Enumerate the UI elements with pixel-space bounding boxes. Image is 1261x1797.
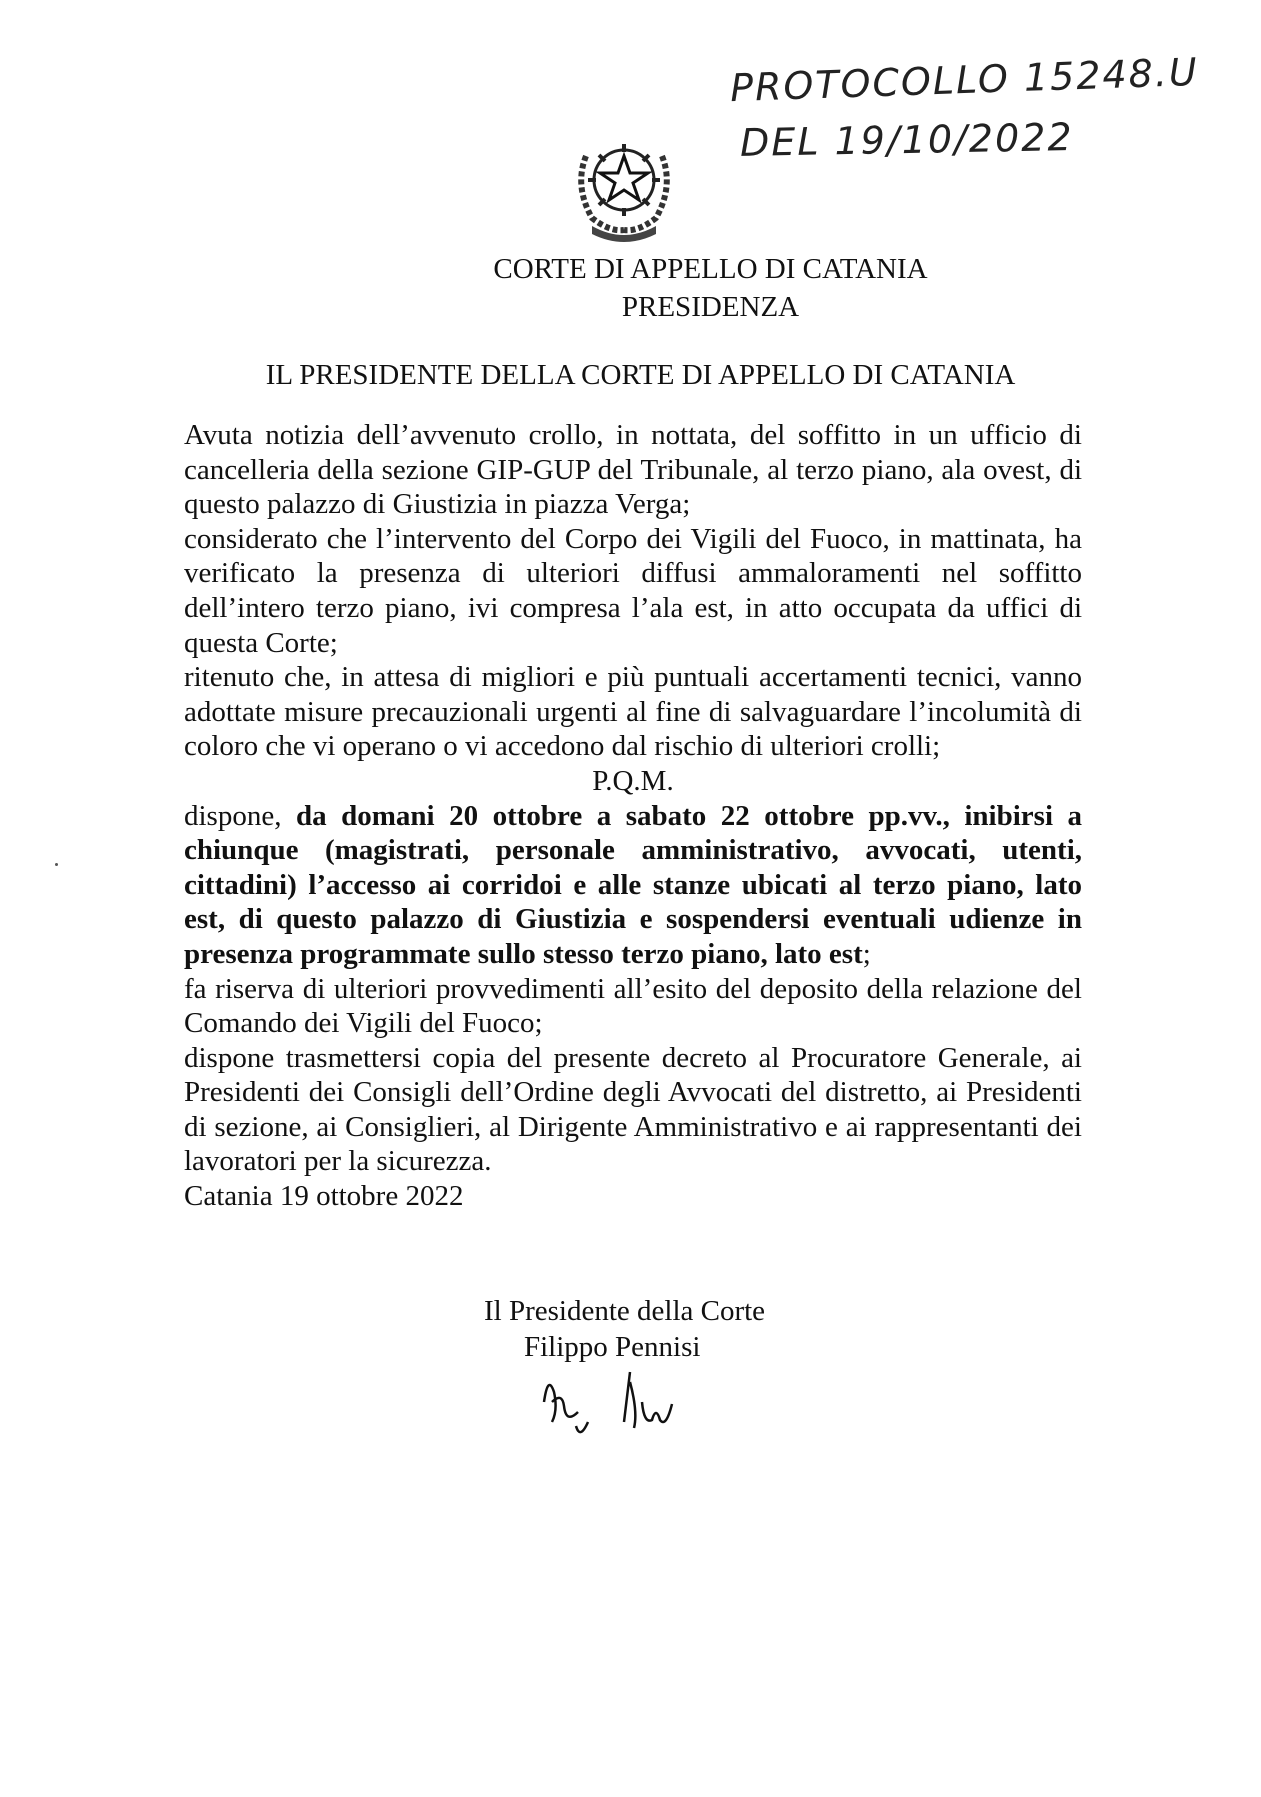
order-bold: da domani 20 ottobre a sabato 22 ottobre pp.vv., inibirsi a chiunque (magistrati, personale amministrativo, avvocati, utenti, cittadini) l’accesso ai corridoi e alle stanze ubicati al terzo piano, lato est, di questo palazzo di Giustizia e sospendersi eventuali udienze in presenza programmate sullo stesso terzo piano, lato est (184, 799, 1082, 970)
signer-title: Il Presidente della Corte (484, 1295, 766, 1327)
scan-speck (55, 863, 58, 866)
office-name: PRESIDENZA (621, 291, 800, 323)
signer-name: Filippo Pennisi (524, 1331, 701, 1363)
court-name: CORTE DI APPELLO DI CATANIA (493, 253, 928, 285)
order-tail: ; (862, 937, 871, 970)
paragraph-considered: considerato che l’intervento del Corpo dei Vigili del Fuoco, in mattinata, ha verificato la presenza di ulteriori diffusi ammaloramenti nel soffitto dell’intero terzo piano, ivi compresa l’ala est, in atto occupata da uffici di questa Corte; (184, 522, 1082, 659)
pqm-heading: P.Q.M. (592, 764, 674, 797)
paragraph-held: ritenuto che, in attesa di migliori e più puntuali accertamenti tecnici, vanno adottate misure precauzionali urgenti al fine di salvaguardare l’incolumità di coloro che vi operano o vi accedono dal rischio di ulteriori crolli; (184, 661, 1082, 763)
signature-block (484, 1293, 765, 1365)
paragraph-order (184, 799, 1082, 972)
order-lead: dispone, (184, 799, 296, 832)
paragraph-transmit: dispone trasmettersi copia del presente decreto al Procuratore Generale, ai Presidenti dei Consigli dell’Ordine degli Avvocati del distretto, ai Presidenti di sezione, ai Consiglieri, al Dirigente Amministrativo e ai rappresentanti dei lavoratori per la sicurezza. (184, 1041, 1082, 1178)
place-date: Catania 19 ottobre 2022 (184, 1180, 464, 1213)
authority-title: IL PRESIDENTE DELLA CORTE DI APPELLO DI CATANIA (265, 359, 1016, 391)
protocol-number: PROTOCOLLO 15248.U (729, 49, 1200, 111)
italian-republic-emblem-icon (570, 126, 678, 244)
paragraph-premise-collapse: Avuta notizia dell’avvenuto crollo, in nottata, del soffitto in un ufficio di cancelleria della sezione GIP-GUP del Tribunale, al terzo piano, ala ovest, di questo palazzo di Giustizia in piazza Verga; (184, 419, 1082, 521)
paragraph-reserve: fa riserva di ulteriori provvedimenti all’esito del deposito della relazione del Comando dei Vigili del Fuoco; (184, 972, 1082, 1040)
handwritten-signature-icon (538, 1362, 698, 1442)
protocol-date: DEL 19/10/2022 (739, 115, 1074, 165)
decree-body (184, 418, 1082, 1214)
